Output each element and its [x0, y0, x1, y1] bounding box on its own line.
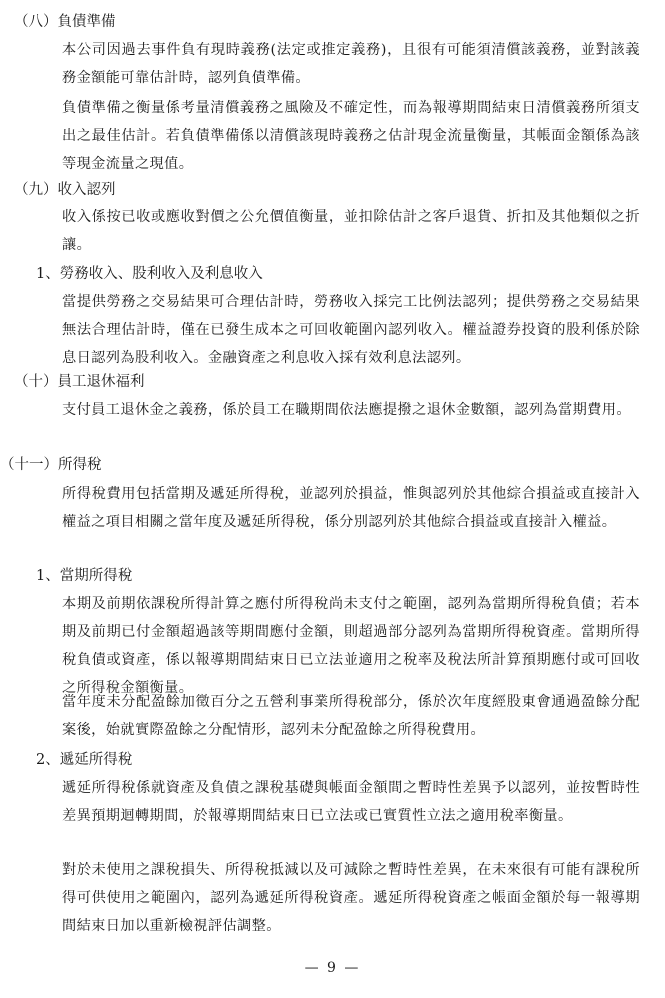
section-heading-revenue: （九）收入認列 [14, 182, 116, 198]
provisions-paragraph-2: 負債準備之衡量係考量清償義務之風險及不確定性，而為報導期間結束日清償義務所須支出之最佳估計。若負債準備係以清償該現時義務之估計現金流量衡量，其帳面金額係為該等現金流量之現值。 [62, 100, 640, 172]
revenue-paragraph-1: 收入係按已收或應收對價之公允價值衡量，並扣除估計之客戶退貨、折扣及其他類似之折讓。 [62, 209, 640, 253]
current-tax-paragraph-2: 當年度未分配盈餘加徵百分之五營利事業所得稅部分，係於次年度經股東會通過盈餘分配案後，始就實際盈餘之分配情形，認列未分配盈餘之所得稅費用。 [62, 694, 640, 738]
retirement-benefits-paragraph: 支付員工退休金之義務，係於員工在職期間依法應提撥之退休金數額，認列為當期費用。 [62, 402, 631, 418]
deferred-tax-paragraph-2: 對於未使用之課稅損失、所得稅抵減以及可減除之暫時性差異，在未來很有可能有課稅所得可供使用之範圍內，認列為遞延所得稅資產。遞延所得稅資產之帳面金額於每一報導期間結束日加以重新檢視評估調整。 [62, 862, 640, 934]
income-tax-paragraph-1: 所得稅費用包括當期及遞延所得稅，並認列於損益，惟與認列於其他綜合損益或直接計入權益之項目相關之當年度及遞延所得稅，係分別認列於其他綜合損益或直接計入權益。 [62, 486, 640, 530]
page-number: — 9 — [304, 960, 361, 976]
section-heading-retirement-benefits: （十）員工退休福利 [14, 374, 145, 390]
subsection-heading-current-tax: 1、當期所得稅 [36, 568, 133, 584]
section-heading-provisions: （八）負債準備 [14, 14, 116, 30]
current-tax-paragraph-1: 本期及前期依課稅所得計算之應付所得稅尚未支付之範圍，認列為當期所得稅負債；若本期及前期已付金額超過該等期間應付金額，則超過部分認列為當期所得稅資產。當期所得稅負債或資產，係以報導期間結束日已立法並適用之稅率及稅法所計算預期應付或可回收之所得稅金額衡量。 [62, 596, 640, 696]
deferred-tax-paragraph-1: 遞延所得稅係就資產及負債之課稅基礎與帳面金額間之暫時性差異予以認列，並按暫時性差異預期迴轉期間，於報導期間結束日已立法或已實質性立法之適用稅率衡量。 [62, 780, 640, 824]
subsection-heading-service-dividend-interest: 1、勞務收入、股利收入及利息收入 [36, 266, 263, 282]
section-heading-income-tax: （十一）所得稅 [0, 457, 102, 473]
provisions-paragraph-1: 本公司因過去事件負有現時義務(法定或推定義務)，且很有可能須清償該義務，並對該義務金額能可靠估計時，認列負債準備。 [62, 42, 640, 86]
subsection-heading-deferred-tax: 2、遞延所得稅 [36, 752, 133, 768]
service-dividend-interest-paragraph: 當提供勞務之交易結果可合理估計時，勞務收入採完工比例法認列；提供勞務之交易結果無法合理估計時，僅在已發生成本之可回收範圍內認列收入。權益證券投資的股利係於除息日認列為股利收入。金融資產之利息收入採有效利息法認列。 [62, 294, 640, 366]
